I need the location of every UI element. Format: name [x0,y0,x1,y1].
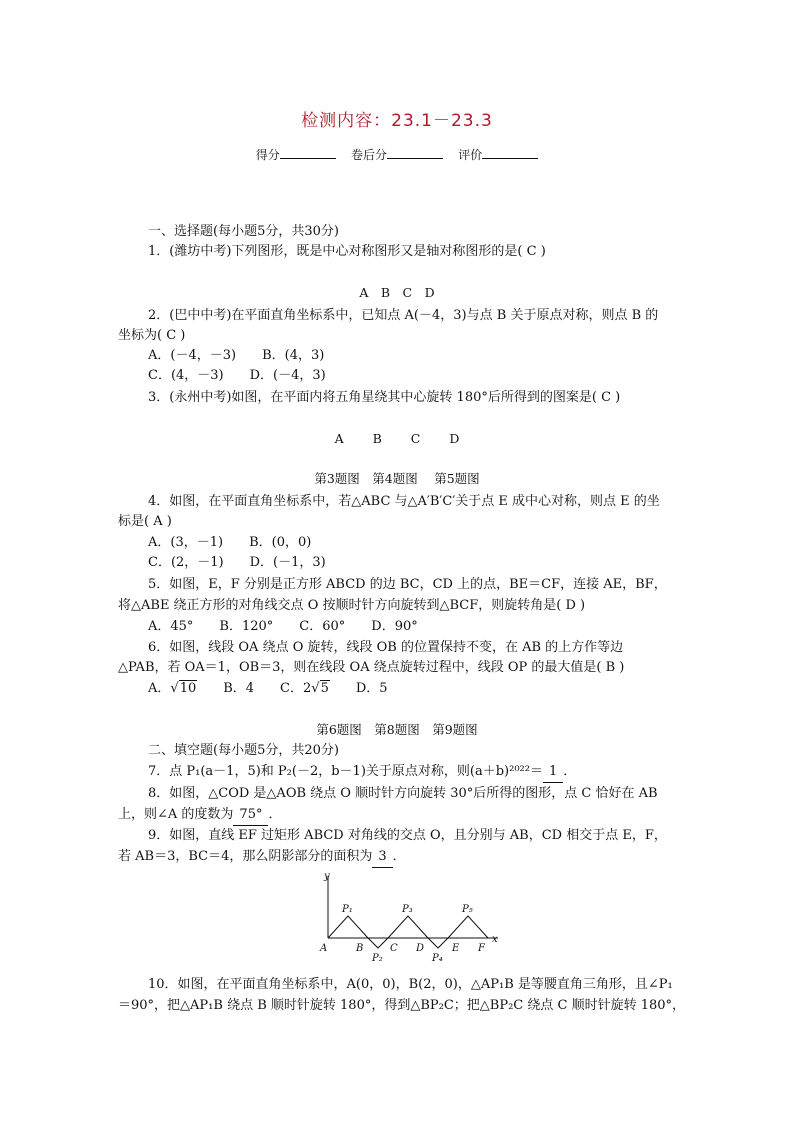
question-7-answer: 1 [543,762,563,783]
question-10-figure [312,870,502,962]
label-a: A [320,943,328,954]
question-4-line-2: 标是( A ) [118,514,172,529]
question-9-text: 若 AB＝3，BC＝4，那么阴影部分的面积为 [118,849,373,864]
question-10-line-2: ＝90°，把△AP₁B 绕点 B 顺时针旋转 180°，得到△BP₂C；把△BP₂C 绕点 C 顺时针旋转 180°， [118,998,686,1013]
label-p5: P₅ [462,904,473,915]
evaluation-blank[interactable] [482,144,538,159]
figure-captions-row-2: 第6题图 第8题图 第9题图 [316,722,478,737]
option-b-c-label: B．4 C．2 [197,681,312,696]
period: ． [268,807,282,822]
question-5-options: A．45° B．120° C．60° D．90° [148,619,418,634]
question-3-options: A B C D [334,431,460,446]
question-8-line-1: 8．如图，△COD 是△AOB 绕点 O 顺时针方向旋转 30°后所得的图形，点 C 恰好在 AB [148,786,658,801]
question-2-line-2: 坐标为( C ) [118,328,186,343]
question-1-options: A B C D [359,285,435,300]
question-4-line-1: 4．如图，在平面直角坐标系中，若△ABC 与△A′B′C′关于点 E 成中心对称，则点 E 的坐 [148,494,660,509]
label-f: F [478,943,485,954]
period: ． [563,764,577,779]
evaluation-label: 评价 [458,148,483,162]
question-6-line-2: △PAB，若 OA＝1，OB＝3，则在线段 OA 绕点旋转过程中，线段 OP 的最大值是( B ) [118,660,625,675]
figure-captions-row-1: 第3题图 第4题图 第5题图 [314,471,480,486]
question-7-text: 7．点 P₁(a－1，5)和 P₂(－2，b－1)关于原点对称，则(a＋b)²⁰²²＝ [148,764,543,779]
score-blank[interactable] [280,144,336,159]
label-p3: P₃ [402,904,413,915]
question-2-options-2: C．(4，－3) D．(－4，3) [148,368,326,383]
label-p2: P₂ [372,953,383,962]
question-8-text: 上，则∠A 的度数为 [118,807,234,822]
question-6-line-1: 6．如图，线段 OA 绕点 O 旋转，线段 OB 的位置保持不变，在 AB 的上方作等边 [148,640,624,655]
label-p1: P₁ [342,904,353,915]
question-4-options-2: C．(2，－1) D．(－1，3) [148,555,326,570]
option-c-radicand: 5 [320,681,329,696]
question-3: 3．(永州中考)如图，在平面内将五角星绕其中心旋转 180°后所得到的图案是( C ) [148,390,621,405]
question-7 [148,762,576,783]
period: ． [392,849,406,864]
option-d-label: D．5 [329,681,388,696]
question-8-line-2 [118,805,281,826]
score-row [0,144,794,163]
question-8-answer: 75° [233,805,268,826]
final-score-label: 卷后分 [350,148,387,162]
page-title: 检测内容：23.1－23.3 [301,111,493,131]
option-a-label: A． [148,681,171,696]
question-5-line-2: 将△ABE 绕正方形的对角线交点 O 按顺时针方向旋转到△BCF，则旋转角是( D ) [118,598,586,613]
section-1-heading: 一、选择题(每小题5分，共30分) [148,224,339,239]
question-2-options-1: A．(－4，－3) B．(4，3) [148,348,325,363]
question-1: 1．(潍坊中考)下列图形，既是中心对称图形又是轴对称图形的是( C ) [148,244,546,259]
question-9-line-2 [118,847,406,868]
question-2-line-1: 2．(巴中中考)在平面直角坐标系中，已知点 A(－4，3)与点 B 关于原点对称，则点 B 的 [148,308,659,323]
question-10-line-1: 10．如图，在平面直角坐标系中，A(0，0)，B(2，0)，△AP₁B 是等腰直角三角形，且∠P₁ [148,977,673,992]
label-p4: P₄ [432,953,443,962]
question-4-options-1: A．(3，－1) B．(0，0) [148,535,312,550]
zigzag-path [328,916,488,948]
label-e: E [452,943,460,954]
score-label: 得分 [255,148,280,162]
option-a-radicand: 10 [179,681,197,696]
final-score-blank[interactable] [387,144,443,159]
label-y: y [324,871,330,882]
question-9-line-1: 9．如图，直线 EF 过矩形 ABCD 对角线的交点 O，且分别与 AB，CD 相交于点 E，F， [148,828,667,843]
question-5-line-1: 5．如图，E，F 分别是正方形 ABCD 的边 BC，CD 上的点，BE＝CF，连接 AE，BF， [148,577,667,592]
section-2-heading: 二、填空题(每小题5分，共20分) [148,743,339,758]
label-c: C [390,943,398,954]
label-d: D [416,943,425,954]
label-b: B [356,943,364,954]
label-x: x [492,934,498,945]
question-6-options: A．√10 B．4 C．2√5 D．5 [148,681,388,696]
question-9-answer: 3 [372,847,392,868]
